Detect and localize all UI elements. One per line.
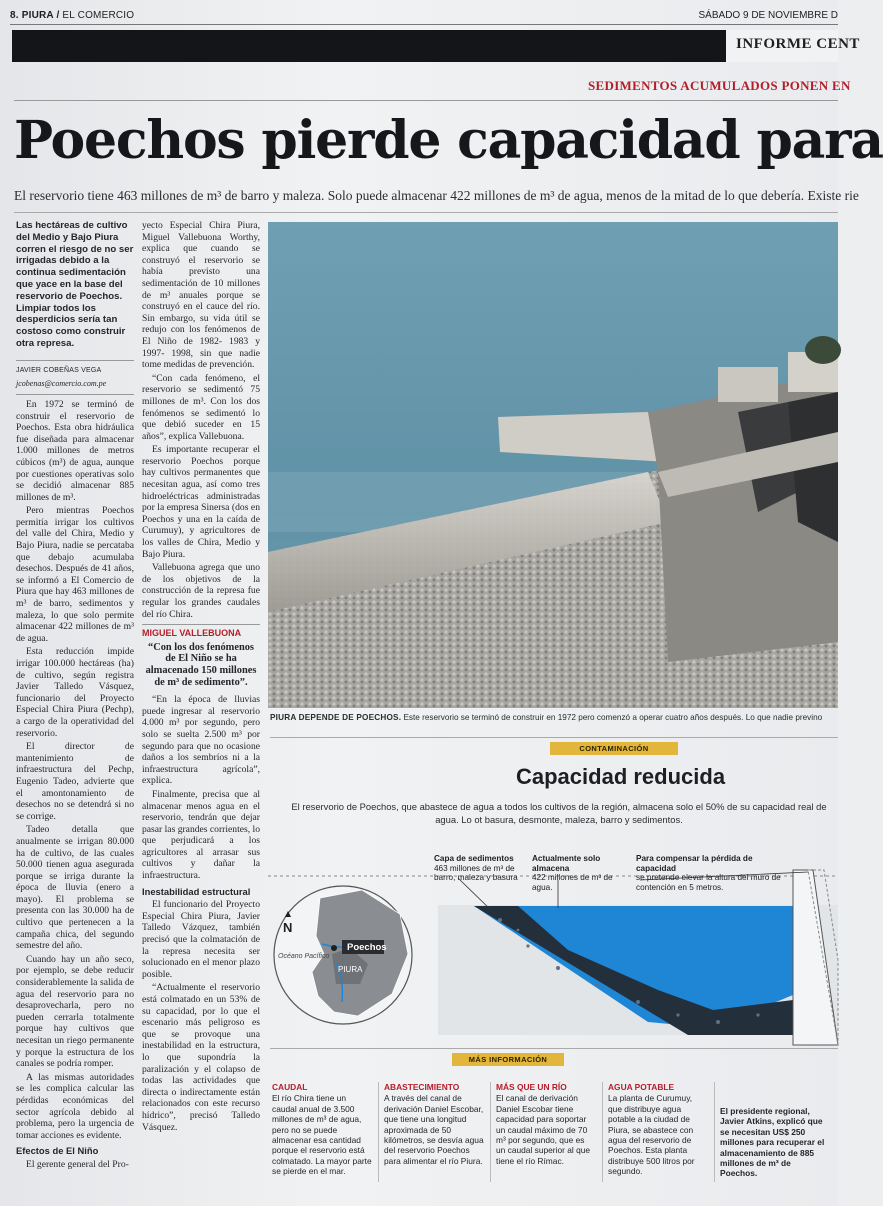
piura-label: PIURA bbox=[338, 965, 363, 974]
section-label: 8. PIURA / EL COMERCIO bbox=[10, 10, 135, 21]
subhead: Efectos de El Niño bbox=[16, 1145, 99, 1157]
paragraph: Finalmente, precisa que al almacenar menos agua en el reservorio, tendrán que dejar pasar las grandes corrientes, lo que perjudicará a los agricultores al arrasar sus cultivos y dañar la infraestructura. bbox=[142, 788, 261, 882]
info-box-title: MÁS QUE UN RÍO bbox=[496, 1082, 567, 1092]
info-box-agua-potable bbox=[608, 1082, 708, 1177]
deck-rule bbox=[14, 212, 838, 213]
annotation-title: Capa de sedimentos bbox=[434, 854, 514, 863]
byline: JAVIER COBEÑAS VEGA bbox=[16, 360, 134, 377]
paragraph: En 1972 se terminó de construir el reservorio de Poechos. Esta obra hidráulica fue diseñada para almacenar 1.000 millones de metros cúbicos (m³) de agua, aunque por cuestiones operativas solo se decidió almacenar 885 millones de m³. bbox=[16, 398, 134, 503]
info-box-caudal bbox=[272, 1082, 372, 1177]
dam-photo-illustration bbox=[268, 222, 838, 708]
annotation-title: Actualmente solo almacena bbox=[532, 854, 601, 873]
caption-lead: PIURA DEPENDE DE POECHOS. bbox=[270, 713, 402, 722]
caption-rule bbox=[270, 737, 838, 738]
header-rule bbox=[10, 24, 838, 25]
info-box-abastecimiento bbox=[384, 1082, 486, 1166]
paragraph: Esta reducción impide irrigar 100.000 hectáreas (ha) de cultivo, según registra Javier Talledo Vásquez, funcionario del Proyecto Especial Chira Piura (Pechp), a cargo de la operatividad del reservorio. bbox=[16, 646, 134, 739]
info-box-title: CAUDAL bbox=[272, 1082, 308, 1092]
annotation-water bbox=[532, 854, 618, 892]
paragraph: yecto Especial Chira Piura, Miguel Vallebuona Worthy, explica que cuando se construyó el reservorio se había previsto una sedimentación de 10 millones de m³ anuales porque se construyó en el cauce del río. Sin embargo, su vida útil se redujo con los fenómenos de El Niño de 1982- 1983 y 1997- 1998, sin que nadie tome medidas de prevención. bbox=[142, 220, 260, 371]
poechos-label: Poechos bbox=[347, 942, 387, 953]
poechos-marker bbox=[331, 945, 337, 951]
north-label: N bbox=[283, 920, 293, 935]
pullquote: “Con los dos fenómenos de El Niño se ha almacenado 150 millones de m³ de sedimento”. bbox=[145, 641, 257, 688]
infographic-intro: El reservorio de Poechos, que abastece de agua a todos los cultivos de la región, almacena solo el 50% de su capacidad real de agua. Lo ot basura, desmonte, maleza, barro y sedimentos. bbox=[291, 801, 827, 825]
pullquote-name: MIGUEL VALLEBUONA bbox=[142, 624, 260, 640]
info-box-text: El canal de derivación Daniel Escobar tiene capacidad para soportar un caudal máximo de 70 m³ por segundo, que es un caudal superior al que tiene el río Rímac. bbox=[496, 1093, 591, 1166]
paragraph: El gerente general del Pro- bbox=[26, 1158, 129, 1170]
article-column-1 bbox=[16, 220, 134, 1173]
paragraph: Pero mientras Poechos permitía irrigar los cultivos del valle del Chira, Medio y Bajo Piura, nadie se percataba que debajo acumulaba desechos. Después de 41 años, se informó a El Comercio de Piura que hay 463 millones de m³ de barro, sedimentos y maleza, lo que solo permite almacenar 422 millones de m³ de agua. bbox=[16, 505, 134, 644]
info-box-text: A través del canal de derivación Daniel Escobar, que tiene una longitud aproximada de 50 kilómetros, se desvía agua del reservorio Poechos para alimentar el río Piura. bbox=[384, 1093, 484, 1166]
divider bbox=[714, 1082, 715, 1182]
kicker-rule bbox=[14, 100, 838, 101]
article-lead: Las hectáreas de cultivo del Medio y Bajo Piura corren el riesgo de no ser irrigadas debido a la continua sedimentación que yace en la base del reservorio de Poechos. Limpiar todos los desperdicios sería tan costoso como construir otra represa. bbox=[16, 220, 134, 349]
annotation-text: 422 millones de m³ de agua. bbox=[532, 873, 613, 892]
section-band bbox=[12, 30, 860, 62]
paragraph: “En la época de lluvias puede ingresar al reservorio 4.000 m³ por segundo, pero solo se suelta 2.500 m³ por segundo para que no ocasione daños a los sembríos ni a la infraestructura agrícola”, explica. bbox=[142, 694, 260, 787]
author-email: jcobenas@comercio.com.pe bbox=[16, 378, 134, 395]
paragraph: A las mismas autoridades se les complica calcular las pérdidas económicas del sector agrícola debido al problema, pero la urgencia de tomar acciones es evidente. bbox=[16, 1071, 134, 1141]
map-drawing bbox=[272, 884, 414, 1026]
publication-name: EL COMERCIO bbox=[62, 10, 135, 21]
more-info-rule bbox=[270, 1048, 838, 1049]
divider bbox=[602, 1082, 603, 1182]
issue-date: SÁBADO 9 DE NOVIEMBRE D bbox=[698, 10, 838, 21]
annotation-wall bbox=[636, 854, 786, 892]
page-header bbox=[10, 8, 838, 24]
paragraph: Cuando hay un año seco, por ejemplo, se debe reducir considerablemente la salida de agua del reservorio para no desaprovecharla, pero no pueden cerrarla totalmente porque hay cultivos que necesitan un riego permanente y porque la estructura de los canales se podría romper. bbox=[16, 953, 134, 1070]
info-box-closing: El presidente regional, Javier Atkins, explicó que se necesitan US$ 250 millones para recuperar el almacenamiento de 885 millones de m³ de Poechos. bbox=[720, 1106, 825, 1179]
infographic-tag: CONTAMINACIÓN bbox=[550, 742, 678, 755]
photo-caption bbox=[270, 713, 838, 722]
article-column-2 bbox=[142, 220, 260, 1135]
paragraph: “Con cada fenómeno, el reservorio se sedimentó 75 millones de m³. Con los dos fenómenos se sedimentó lo que debió suceder en 15 años”, explica Vallebuona. bbox=[142, 372, 260, 442]
divider bbox=[490, 1082, 491, 1182]
info-box-mas-que-un-rio bbox=[496, 1082, 596, 1166]
kicker: SEDIMENTOS ACUMULADOS PONEN EN bbox=[588, 78, 851, 93]
headline: Poechos pierde capacidad para bbox=[14, 110, 883, 171]
reservoir-photo bbox=[268, 222, 838, 708]
info-box-title: ABASTECIMIENTO bbox=[384, 1082, 460, 1092]
infographic-title: Capacidad reducida bbox=[516, 764, 726, 789]
more-info-tag: MÁS INFORMACIÓN bbox=[452, 1053, 564, 1066]
section-band-label: INFORME CENT bbox=[726, 30, 838, 62]
paragraph: Vallebuona agrega que uno de los objetivos de la construcción de la represa fue regular los grandes caudales del río Chira. bbox=[142, 562, 260, 620]
divider bbox=[378, 1082, 379, 1182]
info-box-title: AGUA POTABLE bbox=[608, 1082, 675, 1092]
caption-text: Este reservorio se terminó de construir en 1972 pero comenzó a operar cuatro años después. Lo que nadie previno bbox=[403, 713, 823, 722]
location-map bbox=[272, 884, 414, 1026]
annotation-text: 463 millones de m³ de barro, maleza y basura bbox=[434, 863, 518, 883]
info-box-text: La planta de Curumuy, que distribuye agua potable a la ciudad de Piura, se abastece con agua del reservorio de Poechos. Esta planta distribuye 500 litros por segundo. bbox=[608, 1093, 695, 1177]
paragraph: “Actualmente el reservorio está colmatado en un 53% de su capacidad, por lo que el escenario más peligroso es que se provoque una inestabilidad en la estructura, lo que supondría la paralización y el colapso de todas las actividades que directa o indirectamente están relacionados con este recurso hídrico”, precisó Talledo Vásquez. bbox=[142, 982, 260, 1133]
info-box-text: El río Chira tiene un caudal anual de 3.500 millones de m³ de agua, pero no se puede almacenar esa cantidad porque el reservorio está colmatado. La mayor parte se pierde en el mar. bbox=[272, 1093, 372, 1177]
annotation-text: se pretende elevar la altura del muro de contención en 5 metros. bbox=[636, 873, 781, 892]
paragraph: El funcionario del Proyecto Especial Chira Piura, Javier Talledo Vázquez, también precisó que la colmatación de la represa necesita ser solucionado en el menor plazo posible. bbox=[142, 899, 260, 980]
annotation-sediments bbox=[434, 854, 524, 883]
annotation-title: Para compensar la pérdida de capacidad bbox=[636, 854, 753, 873]
paragraph: Es importante recuperar el reservorio Poechos porque hay cultivos permanentes que necesitan agua, así como tres hidroeléctricas administradas por la empresa Sinersa (dos en Poechos y una en la caída de Curumuy), y agricultores de los valles de Chira, Medio y Bajo Piura. bbox=[142, 444, 260, 560]
subhead: Inestabilidad estructural bbox=[142, 885, 251, 897]
ocean-label: Océano Pacífico bbox=[278, 953, 330, 960]
deck: El reservorio tiene 463 millones de m³ de barro y maleza. Solo puede almacenar 422 millones de m³ de agua, menos de la mitad de lo que debería. Existe rie bbox=[14, 188, 859, 203]
paragraph: Tadeo detalla que anualmente se irrigan 80.000 ha de cultivo, de las cuales 50.000 tienen agua asegurada porque se irriga durante la época de lluvia (enero a mayo). El problema se presenta con las 30.000 ha de cultivo que pertenecen a la campaña chica, del segundo semestre del año. bbox=[16, 824, 134, 952]
paragraph: El director de mantenimiento de infraestructura del Pechp, Eugenio Tadeo, advierte que el amontonamiento de desechos no se detendrá si no se corrige. bbox=[16, 741, 134, 822]
